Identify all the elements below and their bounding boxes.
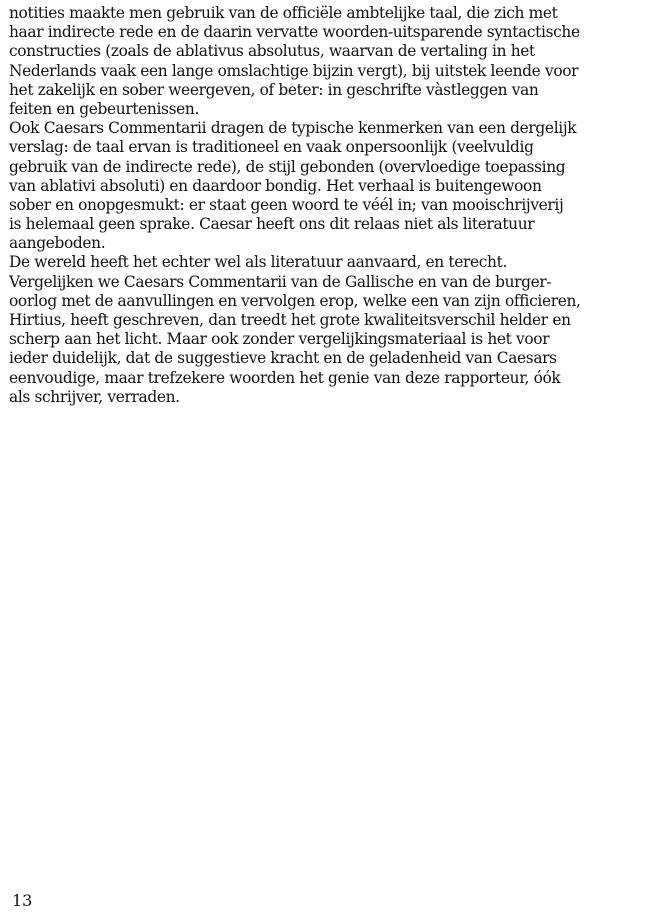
text-line: scherp aan het licht. Maar ook zonder vergelijkingsmateriaal is het voor: [9, 330, 550, 349]
text-line: ieder duidelijk, dat de suggestieve kracht en de geladenheid van Caesars: [9, 349, 557, 368]
text-line: haar indirecte rede en de daarin vervatte woorden-uitsparende syntactische: [9, 23, 580, 42]
text-line: aangeboden.: [9, 234, 106, 253]
text-line: Nederlands vaak een lange omslachtige bijzin vergt), bij uitstek leende voor: [9, 61, 579, 80]
page-number: 13: [12, 891, 33, 910]
text-line: feiten en gebeurtenissen.: [9, 99, 200, 118]
text-line: De wereld heeft het echter wel als literatuur aanvaard, en terecht.: [9, 253, 507, 272]
text-line: Hirtius, heeft geschreven, dan treedt het grote kwaliteitsverschil helder en: [9, 311, 571, 329]
text-line: het zakelijk en sober weergeven, of beter: in geschrifte vàstleggen van: [9, 80, 539, 99]
text-line: als schrijver, verraden.: [9, 387, 180, 406]
text-line: verslag: de taal ervan is traditioneel en vaak onpersoonlijk (veelvuldig: [9, 138, 534, 157]
text-line: oorlog met de aanvullingen en vervolgen erop, welke een van zijn officieren,: [9, 291, 581, 310]
text-line: gebruik van de indirecte rede), de stijl gebonden (overvloedige toepassing: [9, 157, 566, 176]
text-line: sober en onopgesmukt: er staat geen woord te véél in; van mooischrijverij: [9, 195, 564, 214]
text-line: is helemaal geen sprake. Caesar heeft ons dit relaas niet als literatuur: [9, 215, 535, 234]
text-line: Ook Caesars Commentarii dragen de typische kenmerken van een dergelijk: [9, 119, 577, 138]
text-line: constructies (zoals de ablativus absolutus, waarvan de vertaling in het: [9, 42, 535, 61]
text-line: van ablativi absoluti) en daardoor bondig. Het verhaal is buitengewoon: [9, 176, 542, 195]
text-line: Vergelijken we Caesars Commentarii van de Gallische en van de burger-: [9, 272, 552, 291]
text-line: notities maakte men gebruik van de officiële ambtelijke taal, die zich met: [9, 4, 558, 22]
body-text: [9, 4, 659, 407]
text-line: eenvoudige, maar trefzekere woorden het genie van deze rapporteur, óók: [9, 368, 561, 387]
